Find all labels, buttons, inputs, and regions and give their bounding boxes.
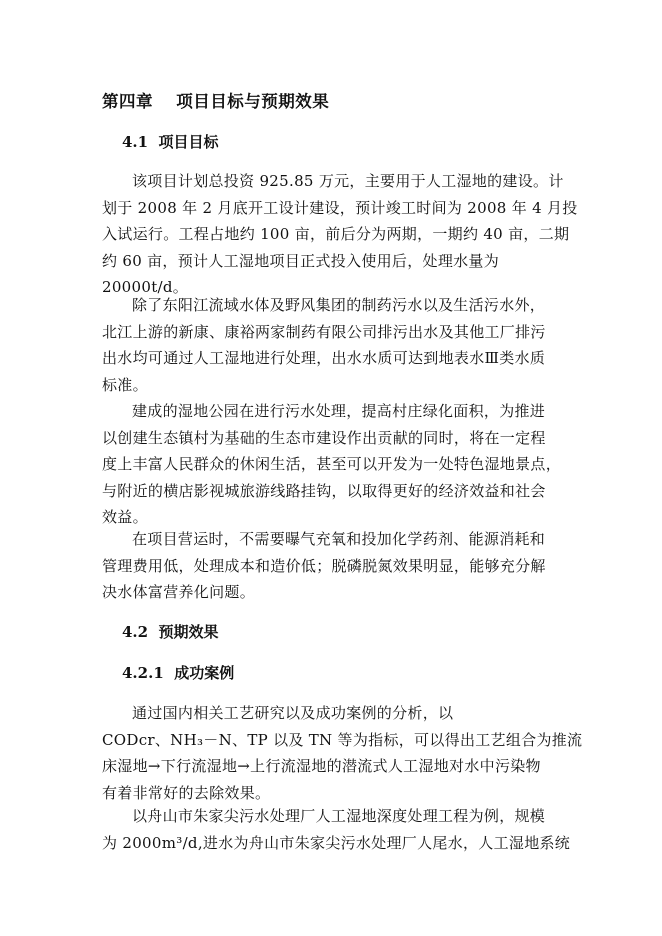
paragraph-zhoushan-example <box>102 803 572 856</box>
paragraph-line: 划于 2008 年 2 月底开工设计建设，预计竣工时间为 2008 年 4 月投 <box>102 198 578 217</box>
paragraph-line: 该项目计划总投资 925.85 万元，主要用于人工湿地的建设。计 <box>132 172 564 190</box>
paragraph-line: 度上丰富人民群众的休闲生活，甚至可以开发为一处特色湿地景点， <box>102 455 562 473</box>
paragraph-investment <box>102 168 578 301</box>
section-heading-4-2-1: 4.2.1 成功案例 <box>122 664 235 682</box>
section-heading-4-2: 4.2 预期效果 <box>122 623 219 641</box>
paragraph-line: 决水体富营养化问题。 <box>102 583 256 601</box>
paragraph-line: CODcr、NH₃－N、TP 以及 TN 等为指标，可以得出工艺组合为推流 <box>102 730 583 749</box>
paragraph-line: 出水均可通过人工湿地进行处理，出水水质可达到地表水Ⅲ类水质 <box>102 349 546 367</box>
paragraph-line: 效益。 <box>102 508 148 526</box>
paragraph-line: 北江上游的新康、康裕两家制药有限公司排污出水及其他工厂排污 <box>102 322 546 341</box>
paragraph-line: 通过国内相关工艺研究以及成功案例的分析，以 <box>132 704 454 722</box>
paragraph-line: 建成的湿地公园在进行污水处理，提高村庄绿化面积，为推进 <box>132 402 546 420</box>
section-heading-4-1: 4.1 项目目标 <box>122 133 219 151</box>
paragraph-operation <box>102 526 572 606</box>
paragraph-line: 标准。 <box>102 375 148 394</box>
paragraph-line: 以创建生态镇村为基础的生态市建设作出贡献的同时，将在一定程 <box>102 428 546 447</box>
paragraph-line: 有着非常好的去除效果。 <box>102 783 271 802</box>
paragraph-line: 入试运行。工程占地约 100 亩，前后分为两期，一期约 40 亩，二期 <box>102 225 570 243</box>
paragraph-success-cases <box>102 700 583 806</box>
paragraph-line: 管理费用低，处理成本和造价低；脱磷脱氮效果明显，能够充分解 <box>102 556 546 575</box>
chapter-title: 第四章 项目目标与预期效果 <box>102 92 330 111</box>
paragraph-line: 与附近的横店影视城旅游线路挂钩，以取得更好的经济效益和社会 <box>102 481 546 500</box>
paragraph-line: 以舟山市朱家尖污水处理厂人工湿地深度处理工程为例，规模 <box>132 807 546 825</box>
paragraph-line: 在项目营运时，不需要曝气充氧和投加化学药剂、能源消耗和 <box>132 530 546 548</box>
paragraph-wetland-park <box>102 398 572 531</box>
paragraph-line: 约 60 亩，预计人工湿地项目正式投入使用后，处理水量为 <box>102 251 500 270</box>
paragraph-line: 床湿地→下行流湿地→上行流湿地的潜流式人工湿地对水中污染物 <box>102 757 541 775</box>
paragraph-line: 20000t/d。 <box>102 278 189 296</box>
paragraph-line: 为 2000m³/d,进水为舟山市朱家尖污水处理厂人尾水，人工湿地系统 <box>102 833 571 852</box>
paragraph-line: 除了东阳江流域水体及野风集团的制药污水以及生活污水外， <box>132 296 546 314</box>
paragraph-sewage-sources <box>102 292 572 398</box>
